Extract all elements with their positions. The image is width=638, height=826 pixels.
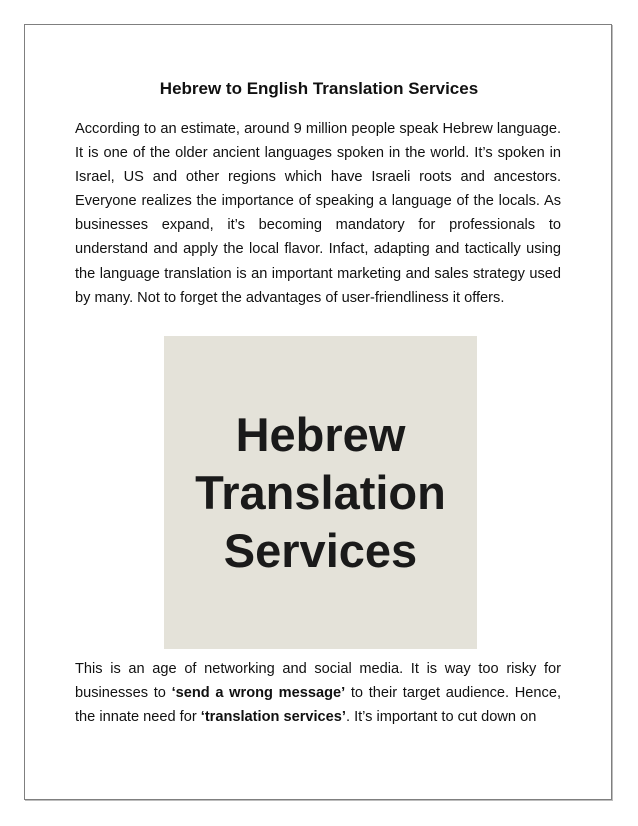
- image-line-2: Translation: [195, 465, 446, 519]
- image-caption-text: [195, 406, 446, 580]
- networking-text-1: This is an age of networking and social media. It is way too risky for businesses to: [75, 661, 561, 702]
- networking-paragraph: [75, 657, 561, 729]
- intro-paragraph: According to an estimate, around 9 million people speak Hebrew language. It is one of the older ancient languages spoken in the world. It’s spoken in Israel, US and other regions which have Israeli roots and ancestors. Everyone realizes the importance of speaking a language of the locals. As businesses expand, it’s becoming mandatory for professionals to understand and apply the local flavor. Infact, adapting and tactically using the language translation is an important marketing and sales strategy used by many. Not to forget the advantages of user-friendliness it offers.: [75, 121, 561, 306]
- send-wrong-message-text: ‘send a wrong message’: [171, 685, 346, 702]
- image-line-3: Services: [223, 523, 418, 577]
- networking-text-2: to their target audience. Hence, the innate need for: [75, 685, 561, 726]
- translation-services-text: ‘translation services’: [200, 709, 346, 726]
- networking-text-3: . It’s important to cut down on: [345, 709, 537, 726]
- page-title: Hebrew to English Translation Services: [159, 79, 479, 98]
- document-page: [24, 24, 612, 800]
- image-line-1: Hebrew: [235, 407, 406, 461]
- hebrew-translation-image: [164, 336, 477, 649]
